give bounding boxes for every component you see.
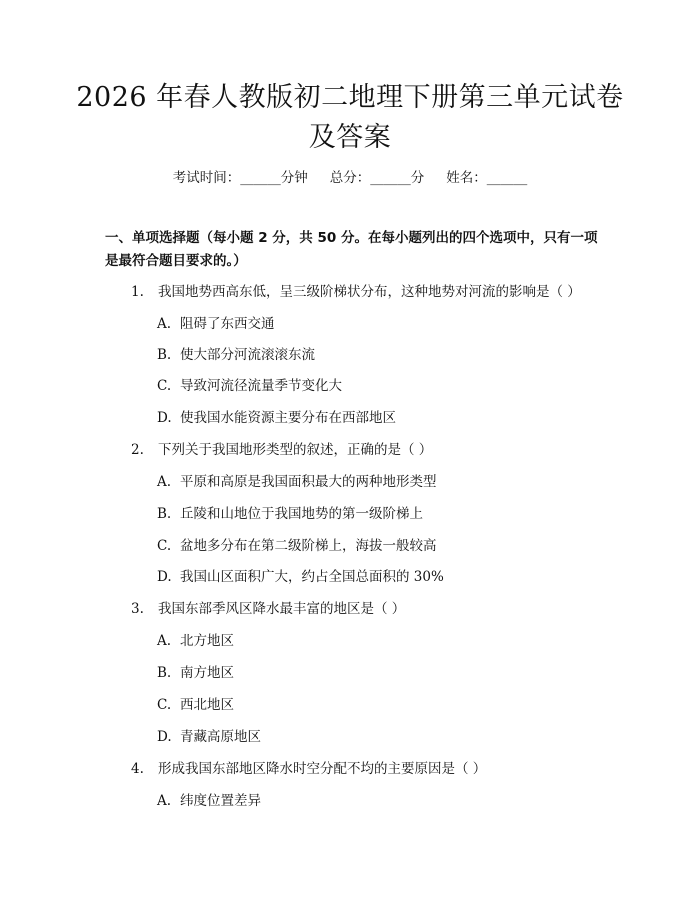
option-letter: B. bbox=[157, 506, 172, 522]
option-text: 使我国水能资源主要分布在西部地区 bbox=[180, 410, 396, 426]
exam-title-line-1: 2026 年春人教版初二地理下册第三单元试卷 bbox=[76, 82, 624, 113]
option-letter: C. bbox=[157, 538, 172, 554]
option-letter: A. bbox=[157, 474, 172, 490]
option-letter: C. bbox=[157, 697, 172, 713]
option-letter: D. bbox=[157, 729, 172, 745]
option-text: 使大部分河流滚滚东流 bbox=[180, 347, 315, 363]
option-text: 平原和高原是我国面积最大的两种地形类型 bbox=[180, 474, 437, 490]
option-letter: A. bbox=[157, 793, 172, 809]
question-number: 4. bbox=[131, 761, 144, 777]
student-name-label: 姓名：______ bbox=[446, 170, 528, 186]
exam-title-line-2: 及答案 bbox=[308, 122, 392, 153]
option-text: 北方地区 bbox=[180, 633, 234, 649]
option-letter: D. bbox=[157, 410, 172, 426]
question-text: 我国东部季风区降水最丰富的地区是（ ） bbox=[158, 601, 406, 617]
section-heading-line-1: 一、单项选择题（每小题 2 分，共 50 分。在每小题列出的四个选项中，只有一项 bbox=[105, 230, 598, 246]
option-letter: B. bbox=[157, 347, 172, 363]
option-letter: A. bbox=[157, 633, 172, 649]
question-number: 2. bbox=[131, 442, 144, 458]
option-letter: B. bbox=[157, 665, 172, 681]
question-text: 形成我国东部地区降水时空分配不均的主要原因是（ ） bbox=[158, 761, 487, 777]
section-heading bbox=[105, 227, 605, 273]
option-text: 青藏高原地区 bbox=[180, 729, 261, 745]
option-text: 纬度位置差异 bbox=[180, 793, 261, 809]
option-text: 导致河流径流量季节变化大 bbox=[180, 378, 342, 394]
question-text: 下列关于我国地形类型的叙述，正确的是（ ） bbox=[158, 442, 433, 458]
option-text: 我国山区面积广大，约占全国总面积的 30% bbox=[180, 569, 444, 585]
question-text: 我国地势西高东低，呈三级阶梯状分布，这种地势对河流的影响是（ ） bbox=[158, 284, 581, 300]
option-text: 西北地区 bbox=[180, 697, 234, 713]
question-number: 3. bbox=[131, 601, 144, 617]
question-number: 1. bbox=[131, 284, 144, 300]
option-text: 阻碍了东西交通 bbox=[180, 316, 275, 332]
option-letter: A. bbox=[157, 316, 172, 332]
option-text: 南方地区 bbox=[180, 665, 234, 681]
option-text: 丘陵和山地位于我国地势的第一级阶梯上 bbox=[180, 506, 423, 522]
exam-time-label: 考试时间：______分钟 bbox=[172, 170, 308, 186]
section-heading-line-2: 是最符合题目要求的。） bbox=[105, 253, 247, 269]
total-score-label: 总分：______分 bbox=[329, 170, 425, 186]
exam-meta-row bbox=[0, 169, 700, 187]
option-letter: D. bbox=[157, 569, 172, 585]
option-text: 盆地多分布在第二级阶梯上，海拔一般较高 bbox=[180, 538, 437, 554]
option-letter: C. bbox=[157, 378, 172, 394]
